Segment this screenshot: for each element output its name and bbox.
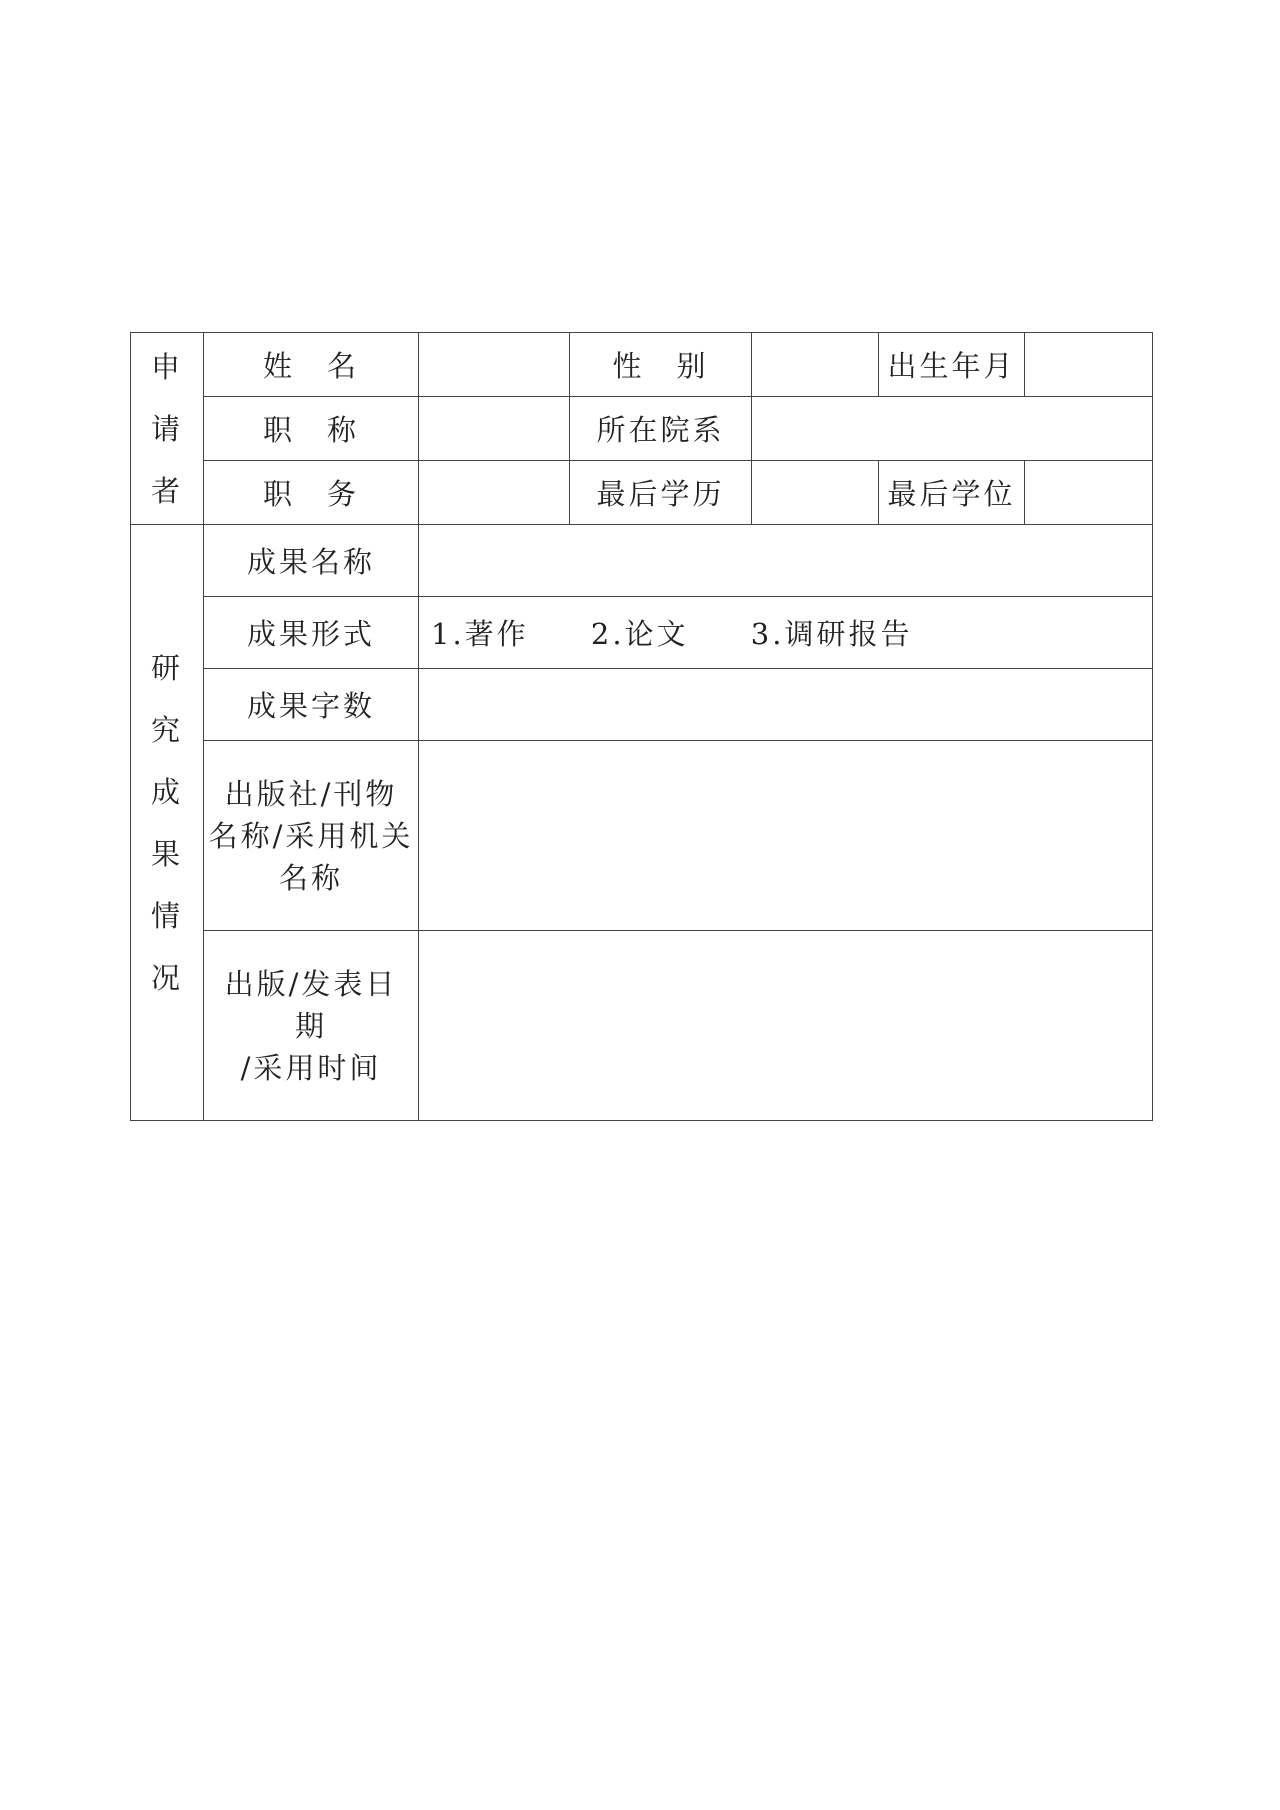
degree-label: 最后学位 (879, 461, 1025, 525)
result-name-field[interactable] (419, 525, 1153, 597)
education-field[interactable] (752, 461, 879, 525)
title-label: 职 称 (204, 397, 419, 461)
applicant-row-3 (131, 461, 1153, 525)
applicant-section-label: 申 请 者 (131, 333, 204, 525)
birth-date-field[interactable] (1025, 333, 1153, 397)
birth-date-label: 出生年月 (879, 333, 1025, 397)
position-field[interactable] (419, 461, 570, 525)
gender-field[interactable] (752, 333, 879, 397)
publisher-label: 出版社/刊物 名称/采用机关 名称 (204, 741, 419, 931)
result-name-row (131, 525, 1153, 597)
result-form-option-book[interactable]: 1.著作 (431, 617, 529, 651)
word-count-row (131, 669, 1153, 741)
result-form-option-report[interactable]: 3.调研报告 (750, 617, 913, 651)
publish-date-field[interactable] (419, 931, 1153, 1121)
publisher-row (131, 741, 1153, 931)
publish-date-label: 出版/发表日 期 /采用时间 (204, 931, 419, 1121)
position-label: 职 务 (204, 461, 419, 525)
publisher-field[interactable] (419, 741, 1153, 931)
applicant-row-1 (131, 333, 1153, 397)
result-form-option-paper[interactable]: 2.论文 (590, 617, 689, 651)
result-name-label: 成果名称 (204, 525, 419, 597)
research-section-label: 研 究 成 果 情 况 (131, 525, 204, 1121)
name-label: 姓 名 (204, 333, 419, 397)
department-field[interactable] (752, 397, 1153, 461)
result-form-options (419, 597, 1153, 669)
word-count-label: 成果字数 (204, 669, 419, 741)
department-label: 所在院系 (570, 397, 752, 461)
degree-field[interactable] (1025, 461, 1153, 525)
application-form-table (130, 332, 1153, 1121)
applicant-row-2 (131, 397, 1153, 461)
result-form-label: 成果形式 (204, 597, 419, 669)
publish-date-row (131, 931, 1153, 1121)
gender-label: 性 别 (570, 333, 752, 397)
name-field[interactable] (419, 333, 570, 397)
word-count-field[interactable] (419, 669, 1153, 741)
title-field[interactable] (419, 397, 570, 461)
education-label: 最后学历 (570, 461, 752, 525)
result-form-row (131, 597, 1153, 669)
